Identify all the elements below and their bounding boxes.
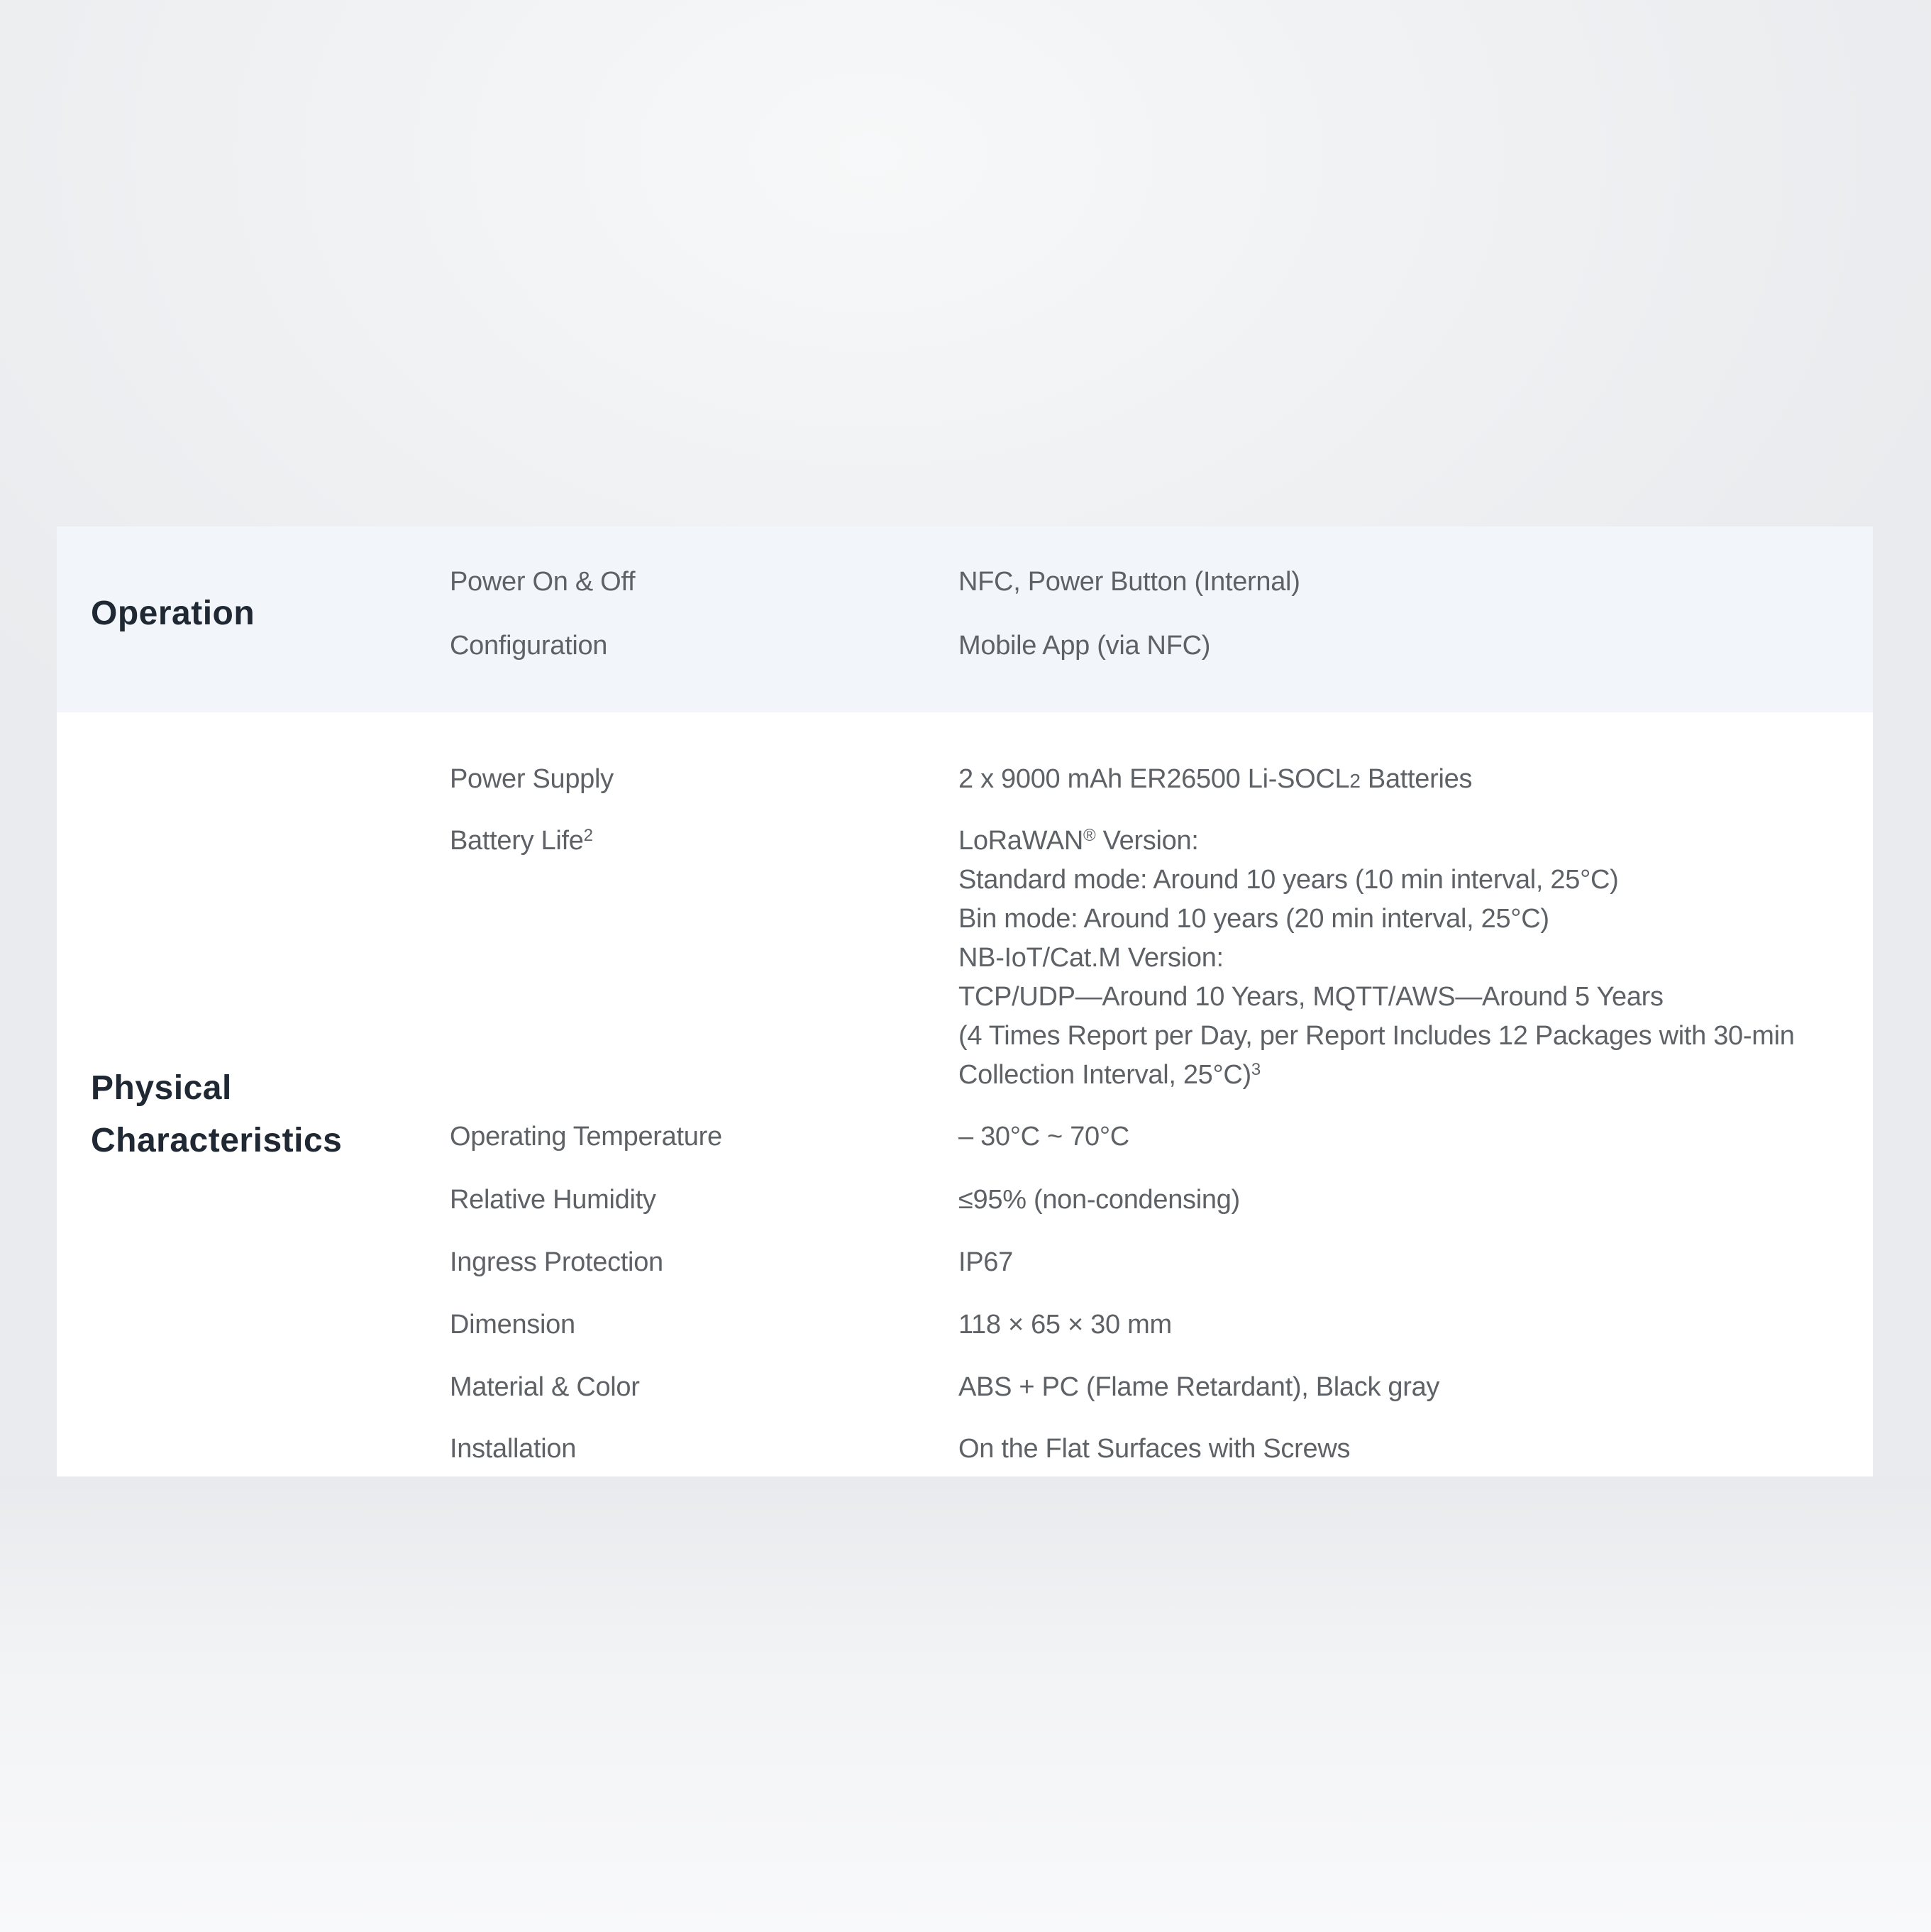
spec-label — [450, 822, 593, 861]
value-text: 2 x 9000 mAh ER26500 Li-SOCL — [958, 764, 1350, 794]
section-operation — [57, 526, 1873, 712]
value-line: Standard mode: Around 10 years (10 min interval, 25°C) — [958, 865, 1619, 895]
spec-label: Operating Temperature — [450, 1122, 722, 1152]
background-lower — [0, 1476, 1931, 1932]
spec-label: Material & Color — [450, 1372, 640, 1402]
spec-label: Power Supply — [450, 764, 614, 794]
spec-value: IP67 — [958, 1247, 1013, 1277]
spec-value: On the Flat Surfaces with Screws — [958, 1434, 1351, 1464]
value-small-digit: 2 — [1349, 770, 1361, 792]
spec-label: Dimension — [450, 1310, 575, 1340]
spec-value: ≤95% (non-condensing) — [958, 1185, 1240, 1215]
heading-line-2: Characteristics — [91, 1122, 343, 1159]
value-line: Bin mode: Around 10 years (20 min interval, 25°C) — [958, 904, 1549, 934]
spec-value-multiline — [958, 822, 1795, 1095]
spec-value: Mobile App (via NFC) — [958, 631, 1211, 661]
footnote-marker: 2 — [583, 826, 593, 845]
section-physical-characteristics — [57, 712, 1873, 1476]
footnote-marker: 3 — [1251, 1060, 1261, 1079]
value-line: (4 Times Report per Day, per Report Includes 12 Packages with 30-min — [958, 1021, 1795, 1051]
spec-value: 118 × 65 × 30 mm — [958, 1310, 1172, 1340]
value-line: TCP/UDP—Around 10 Years, MQTT/AWS—Around 5 Years — [958, 982, 1664, 1012]
spec-table — [57, 526, 1873, 1476]
spec-label: Installation — [450, 1434, 577, 1464]
spec-label: Relative Humidity — [450, 1185, 656, 1215]
label-text: Battery Life — [450, 826, 584, 856]
section-heading-physical-characteristics — [91, 1062, 342, 1167]
value-line — [958, 1056, 1795, 1095]
section-heading-operation: Operation — [91, 595, 255, 632]
value-line: NB-IoT/Cat.M Version: — [958, 943, 1224, 973]
spec-value: – 30°C ~ 70°C — [958, 1122, 1129, 1152]
value-line-text: LoRaWAN — [958, 826, 1083, 856]
value-text-suffix: Batteries — [1360, 764, 1473, 794]
value-line-text: Collection Interval, 25°C) — [958, 1060, 1251, 1090]
spec-value — [958, 760, 1472, 800]
spec-label: Ingress Protection — [450, 1247, 663, 1277]
value-line — [958, 822, 1795, 861]
value-line-text: Version: — [1095, 826, 1199, 856]
registered-mark: ® — [1083, 826, 1096, 845]
spec-value: NFC, Power Button (Internal) — [958, 567, 1300, 597]
spec-label: Power On & Off — [450, 567, 636, 597]
spec-value: ABS + PC (Flame Retardant), Black gray — [958, 1372, 1440, 1402]
heading-line-1: Physical — [91, 1069, 232, 1107]
spec-label: Configuration — [450, 631, 608, 661]
